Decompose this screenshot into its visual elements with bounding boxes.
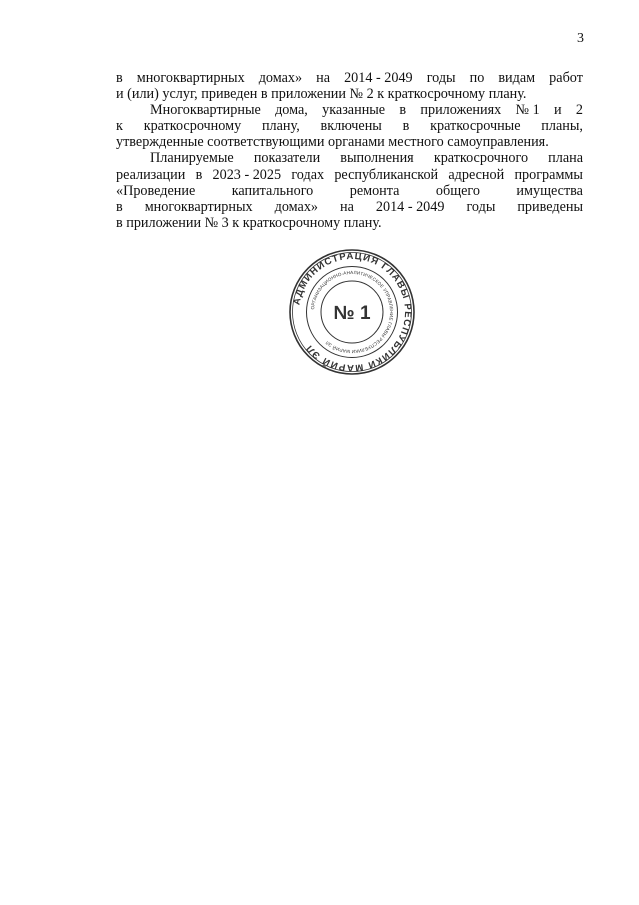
text-line: в многоквартирных домах» на 2014 - 2049 годы приведены: [116, 198, 583, 215]
stamp-seal-icon: [288, 248, 416, 376]
page-number: 3: [577, 31, 584, 46]
paragraph-2: [116, 102, 583, 150]
stamp-outer-text: АДМИНИСТРАЦИЯ ГЛАВЫ РЕСПУБЛИКИ МАРИЙ ЭЛ: [291, 250, 414, 374]
text-line: Многоквартирные дома, указанные в приложениях № 1 и 2: [150, 102, 583, 119]
text-line: в многоквартирных домах» на 2014 - 2049 годы по видам работ: [116, 70, 583, 86]
text-line: к краткосрочному плану, включены в краткосрочные планы,: [116, 118, 583, 135]
official-stamp: [288, 248, 416, 376]
text-line: в приложении № 3 к краткосрочному плану.: [116, 214, 382, 231]
text-line: Планируемые показатели выполнения краткосрочного плана: [150, 150, 583, 167]
body-text: [116, 70, 583, 231]
text-line: «Проведение капитального ремонта общего имущества: [116, 182, 583, 199]
text-line: утвержденные соответствующими органами местного самоуправления.: [116, 134, 549, 151]
paragraph-1: [116, 70, 583, 102]
text-line: и (или) услуг, приведен в приложении № 2 к краткосрочному плану.: [116, 86, 527, 103]
paragraph-3: [116, 150, 583, 230]
stamp-center-number: № 1: [333, 303, 371, 324]
text-line: реализации в 2023 - 2025 годах республиканской адресной программы: [116, 166, 583, 183]
stamp-inner-text: ОРГАНИЗАЦИОННО-АНАЛИТИЧЕСКОЕ УПРАВЛЕНИЕ ГЛАВЫ РЕСПУБЛИКИ МАРИЙ ЭЛ: [310, 269, 395, 355]
